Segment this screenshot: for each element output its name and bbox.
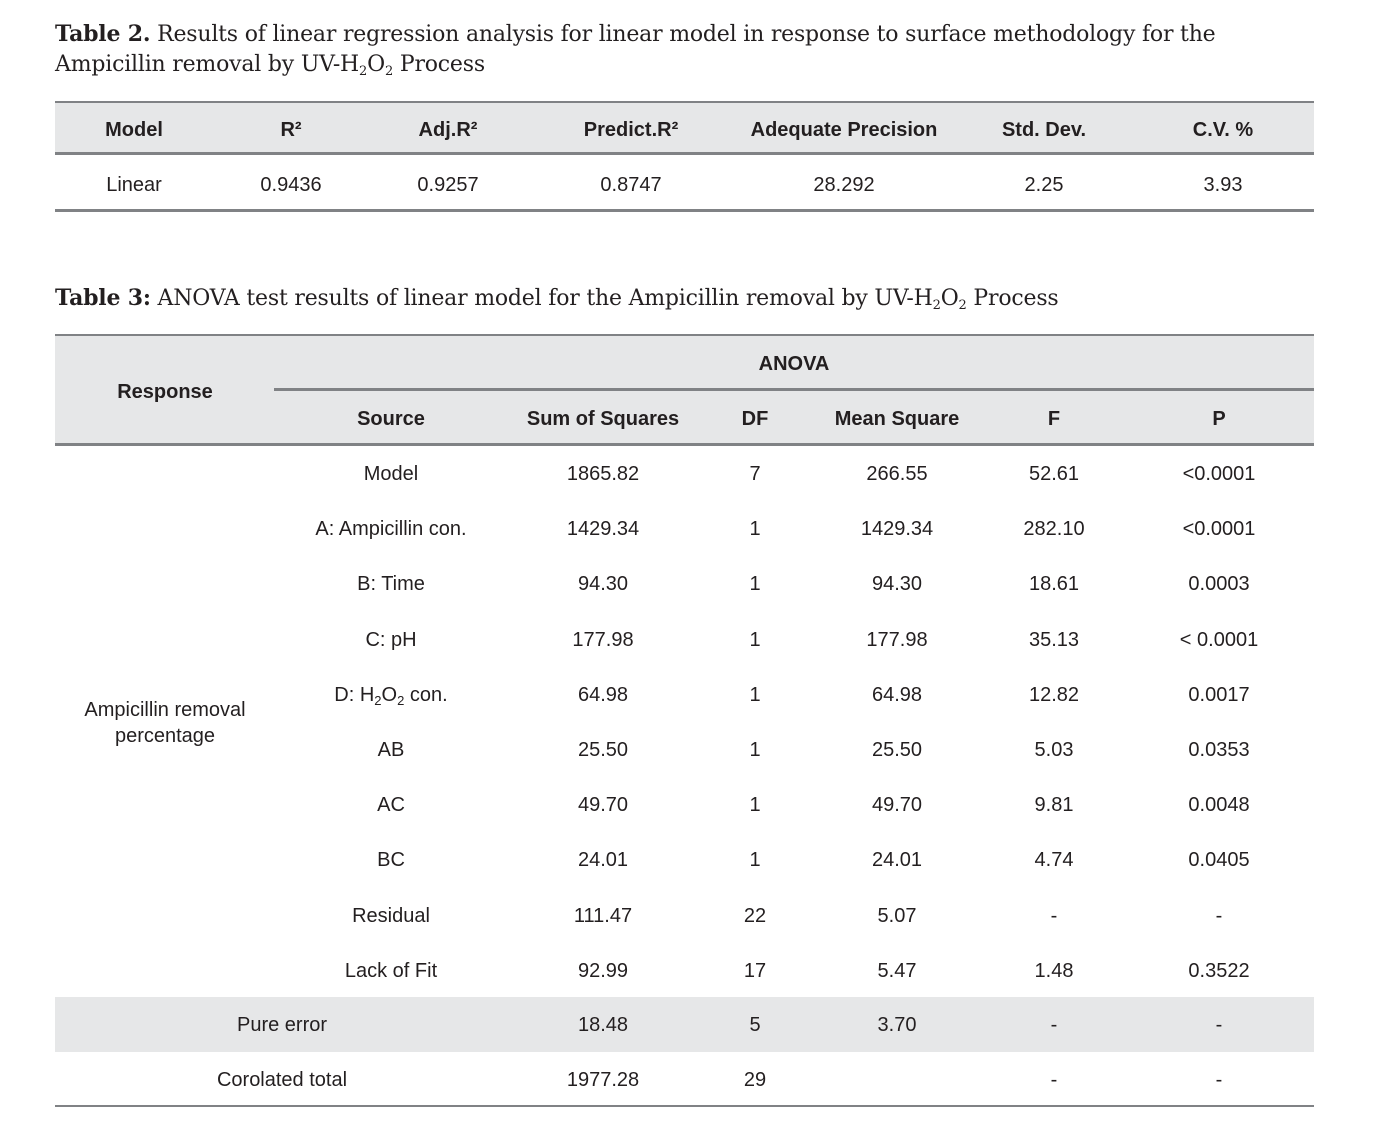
table3-cell: 1429.34 — [860, 518, 934, 541]
table3-cell: 12.82 — [1028, 683, 1080, 706]
table2-bottom-rule — [55, 209, 1314, 212]
response-label-line1: Ampicillin removal — [84, 699, 246, 721]
table3-source-cell: Residual — [352, 904, 430, 927]
table3-cell: 4.74 — [1034, 849, 1074, 872]
table3-cell: - — [1050, 904, 1058, 927]
table3-cell: 5.03 — [1034, 739, 1074, 761]
table3-cell: 29 — [743, 1069, 767, 1091]
table3-cell: 25.50 — [577, 739, 629, 761]
response-header: Response — [117, 381, 213, 403]
table3-header-cell: Source — [357, 408, 425, 430]
table3-cell: 64.98 — [577, 683, 629, 706]
table3-cell: 52.61 — [1028, 463, 1080, 485]
table3-cell: 1 — [749, 518, 761, 541]
table3-cell: - — [1215, 1014, 1223, 1036]
table3-cell: 25.50 — [871, 739, 923, 761]
table3-cell: 24.01 — [577, 849, 629, 872]
table2-header-cell: Predict.R² — [583, 119, 679, 141]
table3-cell: 9.81 — [1034, 794, 1074, 817]
table2-cell: 2.25 — [1024, 174, 1064, 196]
table2-cell: Linear — [106, 174, 162, 196]
table2-caption-text: Results of linear regression analysis for linear model in response to surface methodology for the Ampicillin removal by UV-H — [55, 22, 1216, 77]
table3-source-cell: Lack of Fit — [344, 959, 438, 982]
table3-source-cell — [334, 683, 447, 707]
table3-cell: 177.98 — [572, 628, 634, 651]
source-text-part: O — [381, 683, 398, 706]
source-text-part: 2 — [374, 692, 382, 708]
table3-cell: 1429.34 — [566, 518, 640, 541]
table3-cell: 1 — [749, 794, 761, 817]
source-text-part: con. — [404, 683, 448, 706]
table2-caption-sub: 2 — [384, 64, 394, 79]
table3-cell: 64.98 — [871, 683, 923, 706]
table3-cell: < 0.0001 — [1179, 628, 1259, 651]
table3-cell: <0.0001 — [1182, 518, 1256, 541]
table2-header-cell: C.V. % — [1192, 119, 1254, 141]
table3-cell: <0.0001 — [1182, 463, 1256, 485]
table3-cell: 94.30 — [577, 573, 629, 596]
table3-caption-text: ANOVA test results of linear model for the Ampicillin removal by UV-H — [150, 286, 933, 311]
response-label — [55, 697, 275, 749]
total-label: Corolated total — [216, 1069, 348, 1091]
table3-cell: 1865.82 — [566, 463, 640, 485]
table3-cell: 1977.28 — [566, 1069, 640, 1091]
table3-caption-sub: 2 — [932, 298, 941, 313]
table3-cell: - — [1215, 904, 1223, 927]
table3-cell: 266.55 — [866, 463, 928, 485]
table3-cell: 18.61 — [1028, 573, 1080, 596]
table3-source-cell: AB — [377, 739, 405, 761]
table3-cell: - — [1050, 1014, 1058, 1036]
table3-cell: 0.0353 — [1188, 739, 1250, 761]
table2-header-cell: Std. Dev. — [1001, 119, 1087, 141]
table3-cell: 17 — [743, 959, 767, 982]
table2-caption-mid: O — [367, 52, 385, 77]
table3-cell: 1.48 — [1034, 959, 1074, 982]
table3-header-cell: Mean Square — [834, 408, 960, 430]
table2-cell: 28.292 — [813, 174, 875, 196]
table3-cell: 111.47 — [573, 904, 633, 927]
table3-header-cell: Sum of Squares — [526, 408, 680, 430]
table3-header-cell: DF — [741, 408, 769, 430]
table2-cell: 0.9257 — [417, 174, 479, 196]
table3-header-cell: P — [1212, 408, 1226, 430]
table2-cell: 3.93 — [1203, 174, 1243, 196]
source-text-part: D: H — [334, 683, 375, 706]
table3-caption — [55, 283, 1320, 314]
table3-cell: 1 — [749, 739, 761, 761]
table3-cell: 5 — [749, 1014, 761, 1036]
source-text-part: 2 — [397, 692, 405, 708]
table2-caption-sub: 2 — [359, 64, 368, 79]
table3-cell: - — [1050, 1069, 1058, 1091]
table3-source-cell: BC — [377, 849, 405, 872]
table3-cell: 92.99 — [577, 959, 629, 982]
table3-caption-mid: O — [940, 286, 959, 311]
table2-header-band — [55, 101, 1314, 155]
table3-bottom-rule — [55, 1105, 1314, 1107]
table3-caption-label: Table 3: — [55, 285, 151, 311]
table3-caption-end: Process — [966, 286, 1059, 311]
table3-cell: 7 — [749, 463, 761, 485]
table3-source-cell: AC — [377, 794, 405, 817]
table3-source-cell: A: Ampicillin con. — [315, 518, 467, 541]
table3-cell: 24.01 — [871, 849, 923, 872]
table2-header-cell: Adj.R² — [418, 119, 478, 141]
table3-cell: 0.0405 — [1188, 849, 1250, 872]
table3-cell: 49.70 — [577, 794, 629, 817]
table3-cell: 0.0017 — [1188, 683, 1250, 706]
table3-cell: 1 — [749, 683, 761, 706]
table3-source-cell: B: Time — [357, 573, 425, 596]
table2-caption — [55, 19, 1320, 80]
table3-cell: - — [1215, 1069, 1223, 1091]
table2-caption-end: Process — [393, 52, 485, 77]
table3-header-cell: F — [1047, 408, 1061, 430]
table2-cell: 0.9436 — [260, 174, 322, 196]
response-label-line2: percentage — [114, 725, 216, 747]
table3-source-cell: C: pH — [365, 628, 417, 651]
table3-caption-sub: 2 — [958, 298, 967, 313]
table3-cell: 94.30 — [871, 573, 923, 596]
table2-caption-label: Table 2. — [55, 21, 151, 47]
table3-source-cell: Model — [363, 463, 419, 485]
table3-cell: 1 — [749, 573, 761, 596]
anova-header: ANOVA — [758, 353, 830, 375]
table3-cell: 18.48 — [577, 1014, 629, 1036]
table3-cell: 0.0048 — [1188, 794, 1250, 817]
table3-cell: 22 — [743, 904, 767, 927]
table3-cell: 0.0003 — [1188, 573, 1250, 596]
table3-cell: 49.70 — [871, 794, 923, 817]
table2-header-cell: Adequate Precision — [750, 119, 938, 141]
table3-cell: 1 — [749, 849, 761, 872]
table2-cell: 0.8747 — [600, 174, 662, 196]
table3-cell: 5.47 — [877, 959, 917, 982]
table3-cell: 0.3522 — [1188, 959, 1250, 982]
table3-cell: 1 — [749, 628, 761, 651]
table3-cell: 3.70 — [877, 1014, 917, 1036]
pure-error-label: Pure error — [236, 1014, 328, 1036]
table3-header-rule — [55, 443, 1314, 446]
table3-anova-rule — [274, 388, 1314, 391]
table3-cell: 282.10 — [1023, 518, 1085, 541]
table3-cell: 35.13 — [1028, 628, 1080, 651]
table3-cell: 177.98 — [866, 628, 928, 651]
table2-header-cell: Model — [105, 119, 163, 141]
table3-cell: 5.07 — [877, 904, 917, 927]
table2-header-cell: R² — [280, 119, 302, 141]
